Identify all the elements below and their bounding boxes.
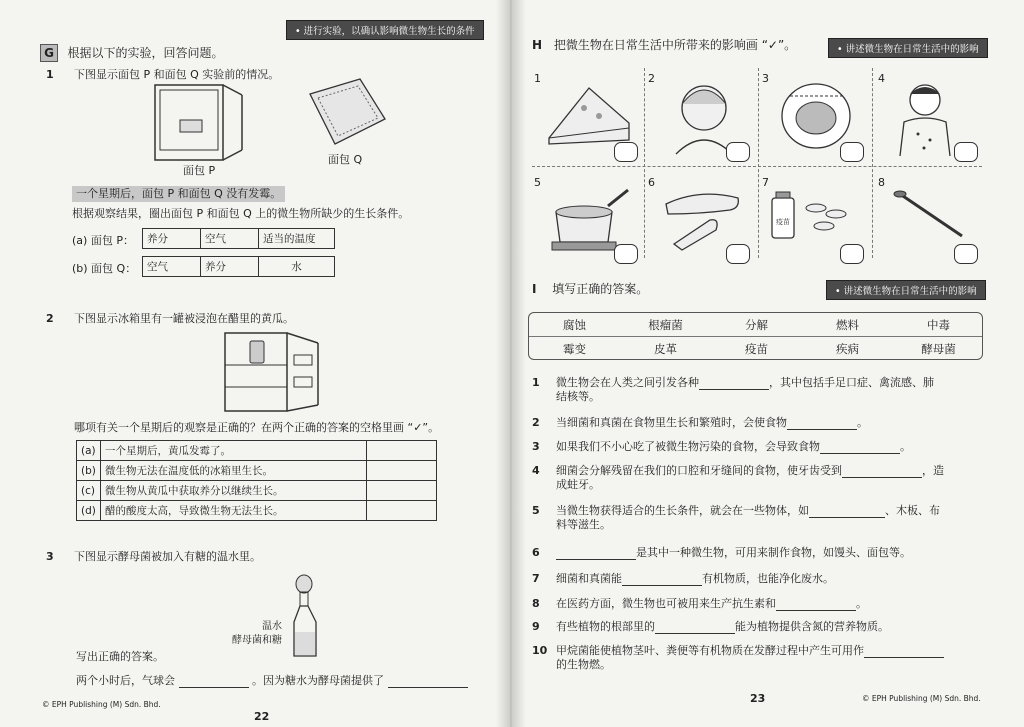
check-box-7[interactable]	[840, 244, 864, 264]
q3-answer-blank-2[interactable]	[388, 677, 468, 688]
q2-option-key: (a)	[77, 441, 101, 461]
item-number: 9	[532, 620, 540, 633]
q2-option-text: 微生物无法在温度低的冰箱里生长。	[101, 461, 367, 481]
sick-child-illustration	[890, 78, 960, 158]
section-i-header	[532, 282, 648, 296]
word-bank-item: 燃料	[836, 318, 859, 332]
footer-right: © EPH Publishing (M) Sdn. Bhd.	[862, 694, 981, 703]
q1-highlight: 一个星期后，面包 P 和面包 Q 没有发霉。	[72, 186, 285, 202]
section-title: 根据以下的实验，回答问题。	[67, 46, 224, 60]
item-text: 成蛀牙。	[556, 478, 600, 491]
word-bank	[528, 312, 983, 360]
q2-option-row	[77, 501, 437, 521]
item-text: 料等滋生。	[556, 518, 611, 531]
word-bank-item: 酵母菌	[921, 342, 956, 356]
figure-8-number: 8	[878, 176, 885, 189]
item-number: 8	[532, 597, 540, 610]
item-text: 的生物燃。	[556, 658, 611, 671]
check-box-5[interactable]	[614, 244, 638, 264]
check-box-3[interactable]	[840, 142, 864, 162]
item-number: 7	[532, 572, 540, 585]
fill-item-1	[532, 376, 934, 404]
cake-slice-illustration	[544, 78, 634, 148]
q1-number: 1	[46, 68, 54, 81]
section-h-tag: • 讲述微生物在日常生活中的影响	[828, 38, 988, 58]
fill-item-10	[532, 644, 944, 672]
q1b-option-3[interactable]: 水	[259, 257, 335, 277]
item-text: 有些植物的根部里的	[556, 620, 655, 633]
footer-left: © EPH Publishing (M) Sdn. Bhd.	[42, 700, 161, 709]
q2-option-row	[77, 481, 437, 501]
page-number-left: 22	[254, 710, 270, 723]
q1-table-a	[142, 228, 335, 249]
check-box-6[interactable]	[726, 244, 750, 264]
section-i-title: 填写正确的答案。	[552, 282, 649, 296]
item-text: 在医药方面，微生物也可被用来生产抗生素和	[556, 597, 776, 610]
q2-option-key: (c)	[77, 481, 101, 501]
fridge-illustration	[150, 80, 250, 165]
q3-number: 3	[46, 550, 54, 563]
section-g-header	[40, 44, 224, 62]
q2-option-text: 一个星期后，黄瓜发霉了。	[101, 441, 367, 461]
q1b-option-1[interactable]: 空气	[143, 257, 201, 277]
q1-text: 下图显示面包 P 和面包 Q 实验前的情况。	[74, 68, 280, 81]
q2-option-text: 醋的酸度太高，导致微生物无法生长。	[101, 501, 367, 521]
q1a-option-1[interactable]: 养分	[143, 229, 201, 249]
q1-table-b	[142, 256, 335, 277]
item-number: 4	[532, 464, 540, 477]
q2-question: 哪项有关一个星期后的观察是正确的？在两个正确的答案的空格里画 “✓”。	[74, 421, 440, 434]
vaccine-bottle-label: 疫苗	[776, 218, 790, 226]
section-h-letter: H	[532, 38, 543, 52]
item-number: 2	[532, 416, 540, 429]
item-text: 当细菌和真菌在食物里生长和繁殖时，会使食物	[556, 416, 787, 429]
item-text: 能为植物提供含氮的营养物质。	[735, 620, 889, 633]
answer-blank-8[interactable]	[776, 600, 856, 611]
item-text: ，其中包括手足口症、禽流感、肺	[769, 376, 934, 389]
item-text: 、木板、布	[885, 504, 940, 517]
q3-answer-blank-1[interactable]	[179, 677, 249, 688]
q1-row-b-label: (b) 面包 Q：	[72, 262, 137, 275]
check-box-4[interactable]	[954, 142, 978, 162]
item-number: 1	[532, 376, 540, 389]
item-text: 有机物质，也能净化废水。	[702, 572, 834, 585]
item-text: ，造	[922, 464, 944, 477]
item-number: 6	[532, 546, 540, 559]
item-text: 甲烷菌能使植物茎叶、粪便等有机物质在发酵过程中产生可用作	[556, 644, 864, 657]
rusty-nail-illustration	[892, 184, 972, 244]
fridge-jar-illustration	[220, 325, 325, 415]
vaccine-pills-illustration	[766, 190, 861, 245]
figure-5-number: 5	[534, 176, 541, 189]
bread-bag-illustration	[300, 74, 390, 154]
q2-option-text: 微生物从黄瓜中获取养分以继续生长。	[101, 481, 367, 501]
answer-blank-10[interactable]	[864, 647, 944, 658]
answer-blank-1[interactable]	[699, 379, 769, 390]
item-text: 。	[900, 440, 911, 453]
answer-blank-4[interactable]	[842, 467, 922, 478]
fill-item-4	[532, 464, 944, 492]
answer-blank-5[interactable]	[809, 507, 885, 518]
item-text: 结核等。	[556, 390, 600, 403]
figure-1-number: 1	[534, 72, 541, 85]
figure-3-number: 3	[762, 72, 769, 85]
label-yeast-sugar: 酵母菌和糖	[232, 635, 282, 646]
answer-blank-7[interactable]	[622, 575, 702, 586]
q2-options-table	[76, 440, 437, 521]
answer-blank-6[interactable]	[556, 549, 636, 560]
word-bank-item: 中毒	[927, 318, 950, 332]
q1b-option-2[interactable]: 养分	[201, 257, 259, 277]
q2-option-row	[77, 441, 437, 461]
figure-4-number: 4	[878, 72, 885, 85]
q2-tick-cell-d[interactable]	[367, 501, 437, 521]
q2-tick-cell-b[interactable]	[367, 461, 437, 481]
q3-text: 下图显示酵母菌被加入有糖的温水里。	[74, 550, 261, 563]
q2-number: 2	[46, 312, 54, 325]
answer-blank-3[interactable]	[820, 443, 900, 454]
q2-text: 下图显示冰箱里有一罐被浸泡在醋里的黄瓜。	[74, 312, 294, 325]
word-bank-item: 疫苗	[745, 342, 768, 356]
q3-sentence	[76, 674, 468, 688]
check-box-1[interactable]	[614, 142, 638, 162]
right-page	[512, 0, 1024, 727]
grid-divider	[758, 68, 759, 258]
section-tag-left: • 进行实验，以确认影响微生物生长的条件	[286, 20, 484, 40]
q1-instruction: 根据观察结果，圈出面包 P 和面包 Q 上的微生物所缺少的生长条件。	[72, 207, 410, 220]
fill-item-3	[532, 440, 911, 454]
q2-tick-cell-c[interactable]	[367, 481, 437, 501]
section-i-letter: I	[532, 282, 537, 296]
item-number: 5	[532, 504, 540, 517]
q3-sentence-b: 。因为糖水为酵母菌提供了	[252, 674, 384, 687]
fill-item-7	[532, 572, 834, 586]
figure-7-number: 7	[762, 176, 769, 189]
item-text: 细菌会分解残留在我们的口腔和牙缝间的食物，使牙齿受到	[556, 464, 842, 477]
figure-6-number: 6	[648, 176, 655, 189]
q2-option-key: (b)	[77, 461, 101, 481]
answer-blank-9[interactable]	[655, 623, 735, 634]
grid-divider-h	[532, 166, 982, 167]
word-bank-item: 分解	[745, 318, 768, 332]
item-text: 微生物会在人类之间引发各种	[556, 376, 699, 389]
section-h-title: 把微生物在日常生活中所带来的影响画 “✓”。	[553, 38, 797, 52]
item-text: 。	[857, 416, 868, 429]
item-text: 。	[856, 597, 867, 610]
label-bread-p: 面包 P	[183, 164, 216, 177]
q2-tick-cell-a[interactable]	[367, 441, 437, 461]
q1a-option-2[interactable]: 空气	[201, 229, 259, 249]
label-warm-water: 温水	[262, 621, 282, 632]
answer-blank-2[interactable]	[787, 419, 857, 430]
item-text: 如果我们不小心吃了被微生物污染的食物，会导致食物	[556, 440, 820, 453]
word-bank-item: 疾病	[836, 342, 859, 356]
q3-sentence-a: 两个小时后，气球会	[76, 674, 175, 687]
check-box-2[interactable]	[726, 142, 750, 162]
item-number: 3	[532, 440, 540, 453]
fill-item-8	[532, 597, 867, 611]
item-text: 细菌和真菌能	[556, 572, 622, 585]
fill-item-9	[532, 620, 889, 634]
item-text: 当微生物获得适合的生长条件，就会在一些物体，如	[556, 504, 809, 517]
fill-item-2	[532, 416, 868, 430]
left-page	[0, 0, 510, 727]
bottle-balloon-illustration	[290, 572, 330, 662]
page-number-right: 23	[750, 692, 766, 705]
figure-2-number: 2	[648, 72, 655, 85]
word-bank-item: 霉变	[563, 342, 586, 356]
fill-item-5	[532, 504, 940, 532]
label-bread-q: 面包 Q	[328, 153, 363, 166]
q1-row-a-label: (a) 面包 P：	[72, 234, 134, 247]
q2-option-row	[77, 461, 437, 481]
grid-divider	[872, 68, 873, 258]
q2-option-key: (d)	[77, 501, 101, 521]
word-bank-item: 根瘤菌	[648, 318, 683, 332]
grid-divider	[644, 68, 645, 258]
word-bank-item: 腐蚀	[563, 318, 586, 332]
item-text: 是其中一种微生物，可用来制作食物，如馒头、面包等。	[636, 546, 911, 559]
fill-item-6	[532, 546, 911, 560]
q3-instruction: 写出正确的答案。	[76, 650, 164, 663]
section-letter: G	[40, 44, 58, 62]
check-box-8[interactable]	[954, 244, 978, 264]
q1a-option-3[interactable]: 适当的温度	[259, 229, 335, 249]
word-bank-item: 皮革	[654, 342, 677, 356]
section-i-tag: • 讲述微生物在日常生活中的影响	[826, 280, 986, 300]
section-h-header	[532, 38, 796, 52]
word-bank-divider	[529, 336, 982, 337]
item-number: 10	[532, 644, 548, 657]
